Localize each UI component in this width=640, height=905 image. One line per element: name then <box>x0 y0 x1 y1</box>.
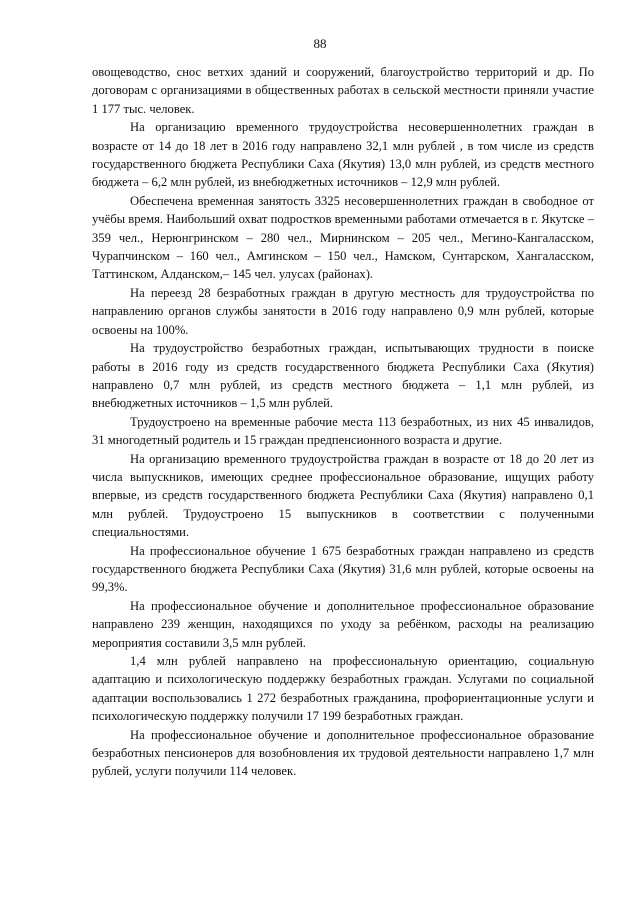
paragraph: На трудоустройство безработных граждан, испытывающих трудности в поиске работы в 2016 году из средств государственного бюджета Республики Саха (Якутия) направлено 0,7 млн рублей, из средств местного бюджета – 1,1 млн рублей, из внебюджетных источников – 1,5 млн рублей. <box>92 341 594 411</box>
paragraph: На переезд 28 безработных граждан в другую местность для трудоустройства по направлению органов службы занятости в 2016 году направлено 0,9 млн рублей, которые освоены на 100%. <box>92 285 594 337</box>
paragraph: На профессиональное обучение и дополнительное профессиональное образование направлено 239 женщин, находящихся по уходу за ребёнком, расходы на реализацию мероприятия составили 3,5 млн рублей. <box>92 598 594 650</box>
paragraph: овощеводство, снос ветхих зданий и сооружений, благоустройство территорий и др. По договорам с организациями в общественных работах в сельской местности приняли участие 1 177 тыс. человек. <box>92 65 594 116</box>
paragraph: На организацию временного трудоустройства несовершеннолетних граждан в возрасте от 14 до 18 лет в 2016 году направлено 32,1 млн рублей , в том числе из средств государственного бюджета Республики Саха (Якутия) 13,0 млн рублей, из средств местного бюджета – 6,2 млн рублей, из внебюджетных источников – 12,9 млн рублей. <box>92 120 594 190</box>
paragraph: Трудоустроено на временные рабочие места 113 безработных, из них 45 инвалидов, 31 многодетный родитель и 15 граждан предпенсионного возраста и другие. <box>92 414 594 448</box>
paragraph: На организацию временного трудоустройства граждан в возрасте от 18 до 20 лет из числа выпускников, имеющих среднее профессиональное образование, ищущих работу впервые, из средств государственного бюджета Республики Саха (Якутия) направлено 0,1 млн рублей. Трудоустроено 15 выпускников в соответствии с полученными специальностями. <box>92 451 594 540</box>
paragraph: На профессиональное обучение и дополнительное профессиональное образование безработных пенсионеров для возобновления их трудовой деятельности направлено 1,7 млн рублей, услуги получили 114 человек. <box>92 727 594 779</box>
paragraph: Обеспечена временная занятость 3325 несовершеннолетних граждан в свободное от учёбы время. Наибольший охват подростков временными работами отмечается в г. Якутске – 359 чел., Нерюнгринском – 280 чел., Мирнинском – 205 чел., Мегино-Кангаласском, Чурапчинском – 160 чел., Амгинском – 150 чел., Намском, Сунтарском, Хангаласском, Таттинском, Алданском,– 145 чел. улусах (районах). <box>92 193 594 282</box>
page-number: 88 <box>313 36 327 51</box>
paragraph: На профессиональное обучение 1 675 безработных граждан направлено из средств государственного бюджета Республики Саха (Якутия) 31,6 млн рублей, которые освоены на 99,3%. <box>92 543 594 595</box>
paragraph: 1,4 млн рублей направлено на профессиональную ориентацию, социальную адаптацию и психологическую поддержку безработных граждан. Услугами по социальной адаптации воспользовались 1 272 безработных гражданина, профориентационные услуги и психологическую поддержку получили 17 199 безработных граждан. <box>92 654 594 724</box>
document-body <box>92 63 594 781</box>
